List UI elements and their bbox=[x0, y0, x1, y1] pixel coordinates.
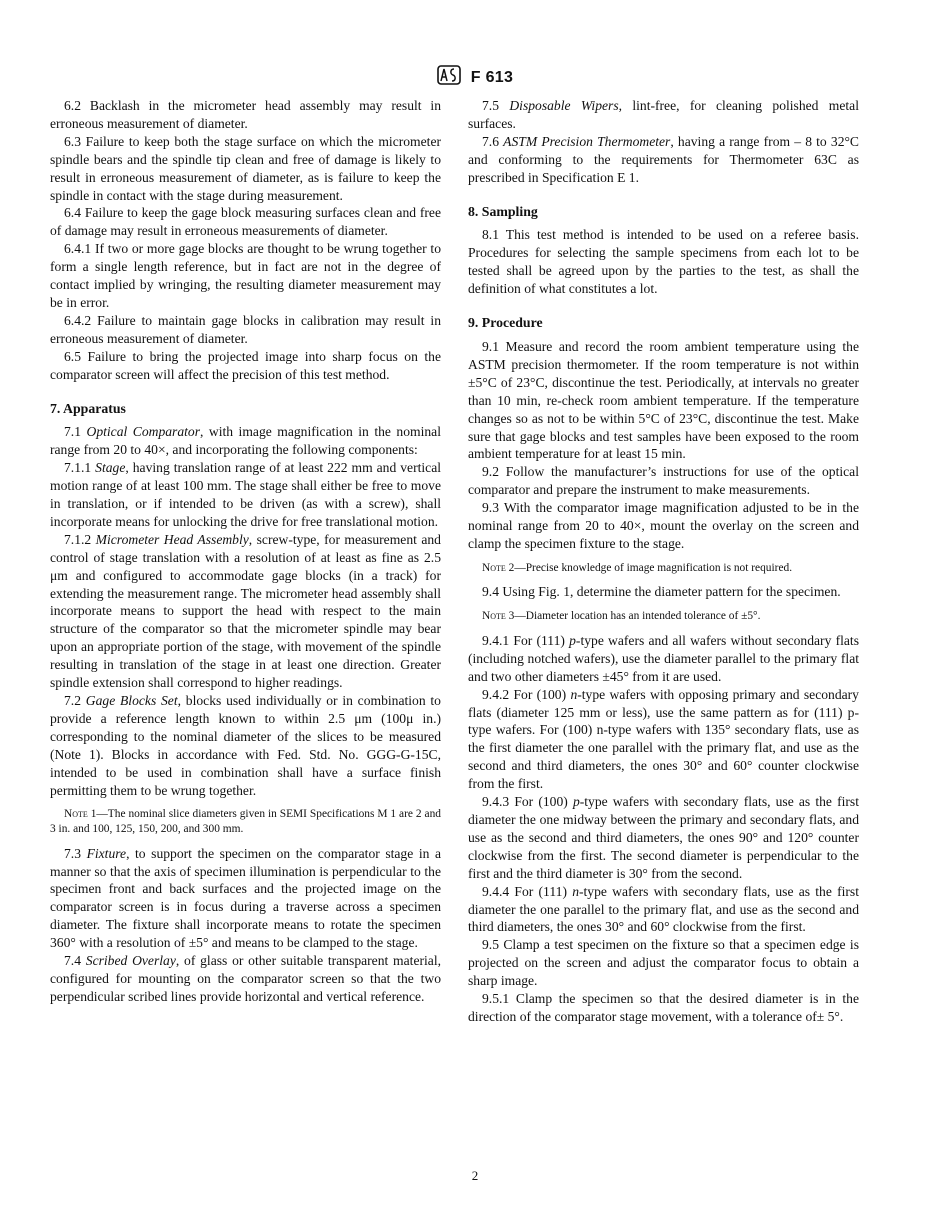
clause-text: , having a range from – 8 to 32°C and conforming to the requirements for Thermometer 63C as prescribed in Specification E 1. bbox=[468, 133, 859, 185]
paragraph bbox=[50, 952, 441, 1006]
note-paragraph bbox=[50, 807, 441, 836]
paragraph bbox=[468, 793, 859, 883]
section-heading: 8. Sampling bbox=[468, 203, 538, 219]
paragraph bbox=[468, 883, 859, 937]
clause-text: Failure to keep both the stage surface on which the micrometer spindle bears and the spindle tip clean and free of damage is likely to result in erroneous measurement of diameter, as is failure to keep the spindle in contact with the stage during measurement. bbox=[50, 133, 442, 203]
clause-number: 7.5 bbox=[482, 98, 499, 113]
paragraph bbox=[50, 312, 441, 348]
clause-text: Follow the manufacturer’s instructions for use of the optical comparator and prepare the instrument to make measurements. bbox=[468, 464, 859, 498]
section-heading: 7. Apparatus bbox=[50, 400, 126, 416]
paragraph bbox=[50, 240, 441, 312]
standard-designation: F 613 bbox=[470, 68, 514, 86]
clause-number: 6.4 bbox=[64, 205, 81, 221]
section-heading: 9. Procedure bbox=[468, 315, 543, 331]
note-paragraph bbox=[468, 561, 859, 576]
clause-number: 9.5.1 bbox=[482, 991, 510, 1007]
clause-text: Failure to bring the projected image into sharp focus on the comparator screen will affect the precision of this test method. bbox=[50, 348, 441, 382]
paragraph bbox=[50, 459, 441, 531]
clause-number: 6.5 bbox=[64, 348, 81, 364]
clause-number: 8.1 bbox=[482, 227, 499, 243]
paragraph bbox=[468, 990, 859, 1026]
clause-text: , lint-free, for cleaning polished metal surfaces. bbox=[468, 98, 859, 131]
clause-term: p bbox=[569, 632, 576, 648]
note-label: Note 2 bbox=[482, 561, 515, 574]
clause-text: Clamp the specimen so that the desired diameter is in the direction of the comparator stage movement, with a tolerance of± 5°. bbox=[468, 991, 859, 1024]
clause-term: p bbox=[572, 794, 580, 810]
clause-text: , to support the specimen on the comparator stage in a manner so that the axis of specimen illumination is perpendicular to the specimen front and back surfaces and the projected image on the comparator screen is in focus during a traverse across a specimen diameter. The fixture shall incorporate means to rotate the specimen 360° with a resolution of ±5° and means to be clamped to the stage. bbox=[50, 845, 441, 951]
page-header bbox=[0, 64, 950, 91]
paragraph bbox=[468, 463, 859, 499]
note-paragraph bbox=[468, 609, 859, 624]
clause-number: 9.4.1 bbox=[482, 632, 510, 648]
paragraph bbox=[50, 97, 441, 133]
clause-number: 6.2 bbox=[64, 98, 81, 113]
clause-number: 6.4.1 bbox=[64, 241, 92, 257]
clause-number: 7.1.2 bbox=[64, 531, 92, 547]
clause-text: , blocks used individually or in combination to provide a reference length known to within 2.5 μm (100μ in.) corresponding to the nominal diameter of the slices to be measured (Note 1). Blocks in accordance with Fed. Std. No. GGG-G-15C, intended to be used in combination shall have a surface finish permitting them to be wrung together. bbox=[50, 693, 441, 798]
clause-term: Stage bbox=[95, 460, 126, 476]
clause-text: -type wafers and all wafers without secondary flats (including notched wafers), use the diameter parallel to the primary flat and two other diameters ±45° from it are used. bbox=[468, 632, 859, 684]
clause-text: For (111) bbox=[514, 883, 573, 899]
paragraph bbox=[468, 936, 859, 990]
clause-number: 9.3 bbox=[482, 500, 499, 516]
clause-number: 6.3 bbox=[64, 133, 81, 149]
clause-term: ASTM Precision Thermometer bbox=[503, 133, 671, 149]
paragraph bbox=[468, 226, 859, 298]
clause-text: For (100) bbox=[514, 794, 573, 810]
clause-term: Disposable Wipers bbox=[509, 98, 619, 113]
paragraph bbox=[468, 583, 859, 601]
clause-number: 9.4 bbox=[482, 584, 499, 600]
clause-text: -type wafers with secondary flats, use as the first diameter the one parallel to the primary flat, and use as the second and third diameters, the ones 30° and 60° clockwise from the first. bbox=[468, 883, 859, 935]
clause-number: 7.2 bbox=[64, 693, 81, 708]
clause-text: Failure to maintain gage blocks in calibration may result in erroneous measurement of diameter. bbox=[50, 312, 441, 346]
clause-text: , with image magnification in the nominal range from 20 to 40×, and incorporating the following components: bbox=[50, 424, 441, 458]
note-label: Note 3 bbox=[482, 610, 515, 623]
clause-number: 9.4.2 bbox=[482, 686, 510, 702]
clause-text: Clamp a test specimen on the fixture so that a specimen edge is projected on the screen and adjust the comparator focus to obtain a sharp image. bbox=[468, 937, 860, 989]
clause-term: Scribed Overlay bbox=[85, 953, 176, 969]
paragraph bbox=[468, 686, 859, 793]
clause-number: 9.4.3 bbox=[482, 794, 510, 810]
astm-logo-icon bbox=[437, 64, 461, 91]
clause-text: -type wafers with secondary flats, use as the first diameter the one midway between the primary and secondary flats, and use as the second and third diameters, the ones 90° and 120° counter clockwise from the first. The second diameter is perpendicular to the first and the third diameter is 30° from the second. bbox=[468, 794, 859, 881]
paragraph bbox=[468, 338, 859, 463]
paragraph bbox=[468, 632, 859, 686]
clause-number: 9.1 bbox=[482, 338, 499, 354]
clause-text: -type wafers with opposing primary and secondary flats (diameter 125 mm or less), use the same pattern as for (111) p-type wafers. For (100) n-type wafers with 135° secondary flats, use as the first diameter the one parallel with the primary flat, and use as the second and third diameters, the ones 30° and 60° counter clockwise from the first. bbox=[468, 686, 859, 792]
clause-text: , having translation range of at least 222 mm and vertical motion range of at least 100 mm. The stage shall either be free to move in translation, or if intended to be driven (as with a screw), shall incorporate means for unlocking the drive for free translational motion. bbox=[50, 460, 442, 529]
note-text: —Precise knowledge of image magnification is not required. bbox=[514, 561, 793, 574]
clause-number: 7.1 bbox=[64, 424, 81, 440]
clause-text: Measure and record the room ambient temperature using the ASTM precision thermometer. If the room temperature is not within ±5°C of 23°C, discontinue the test. Periodically, at intervals no greater than 10 min, re-check room ambient temperature. If the temperature changes so as not to be within 5°C of 23°C, discontinue the test. Make sure that gage blocks and test samples have been exposed to the room ambient temperature for at least 15 min. bbox=[468, 338, 859, 462]
paragraph bbox=[50, 845, 441, 952]
paragraph bbox=[468, 499, 859, 553]
clause-number: 9.2 bbox=[482, 464, 499, 480]
paragraph bbox=[50, 204, 441, 240]
clause-number: 9.5 bbox=[482, 937, 499, 953]
clause-text: For (111) bbox=[513, 632, 570, 648]
note-text: —The nominal slice diameters given in SEMI Specifications M 1 are 2 and 3 in. and 100, 125, 150, 200, and 300 mm. bbox=[50, 808, 441, 836]
paragraph bbox=[468, 133, 859, 187]
paragraph bbox=[50, 423, 441, 459]
clause-number: 9.4.4 bbox=[482, 883, 510, 899]
paragraph bbox=[50, 348, 441, 384]
clause-term: Micrometer Head Assembly bbox=[95, 531, 249, 547]
clause-term: Fixture bbox=[86, 845, 127, 861]
paragraph bbox=[50, 133, 441, 205]
clause-text: With the comparator image magnification adjusted to be in the nominal range from 20 to 40×, mount the overlay on the screen and clamp the specimen fixture to the stage. bbox=[468, 500, 859, 551]
clause-term: Optical Comparator bbox=[86, 424, 200, 440]
clause-term: n bbox=[572, 883, 579, 899]
clause-text: , screw-type, for measurement and control of stage translation with a resolution of at least as fine as 2.5 μm and configured to accommodate gage blocks (in a track) for extending the measurement range. The micrometer head assembly shall incorporate means to support the head with respect to the main structure of the comparator so that the micrometer spindle may bear upon an appropriate portion of the stage, with movement of the spindle resulting in translation of the stage in at least one direction. Greater spindle extension shall correspond to higher readings. bbox=[50, 531, 441, 691]
paragraph bbox=[50, 692, 441, 799]
clause-text: If two or more gage blocks are thought to be wrung together to form a single length reference, but in fact are not in the degree of contact implied by wringing, the resulting diameter measurement may be in error. bbox=[50, 241, 442, 310]
clause-number: 7.1.1 bbox=[64, 460, 92, 476]
clause-term: n bbox=[570, 686, 578, 702]
clause-text: Failure to keep the gage block measuring surfaces clean and free of damage may result in erroneous measurements of diameter. bbox=[50, 205, 441, 239]
page-number: 2 bbox=[471, 1168, 479, 1183]
note-label: Note 1 bbox=[64, 808, 97, 821]
clause-text: Using Fig. 1, determine the diameter pattern for the specimen. bbox=[502, 584, 841, 600]
clause-text: For (100) bbox=[513, 686, 571, 702]
clause-number: 7.4 bbox=[64, 953, 81, 969]
clause-text: , of glass or other suitable transparent material, configured for mounting on the comparator screen so that the two perpendicular scribed lines provide horizontal and vertical reference. bbox=[50, 953, 441, 1004]
clause-number: 7.3 bbox=[64, 845, 81, 861]
clause-number: 7.6 bbox=[482, 133, 499, 149]
clause-number: 6.4.2 bbox=[64, 312, 92, 328]
clause-text: Backlash in the micrometer head assembly may result in erroneous measurement of diameter. bbox=[50, 98, 442, 131]
note-text: —Diameter location has an intended tolerance of ±5°. bbox=[514, 610, 761, 623]
clause-term: Gage Blocks Set bbox=[85, 693, 178, 708]
right-column bbox=[468, 97, 859, 1026]
clause-text: This test method is intended to be used on a referee basis. Procedures for selecting the sample specimens from each lot to be tested shall be agreed upon by the parties to the test, as shall the definition of what constitutes a lot. bbox=[468, 227, 859, 297]
paragraph bbox=[468, 97, 859, 133]
left-column bbox=[50, 97, 441, 1006]
paragraph bbox=[50, 531, 441, 692]
